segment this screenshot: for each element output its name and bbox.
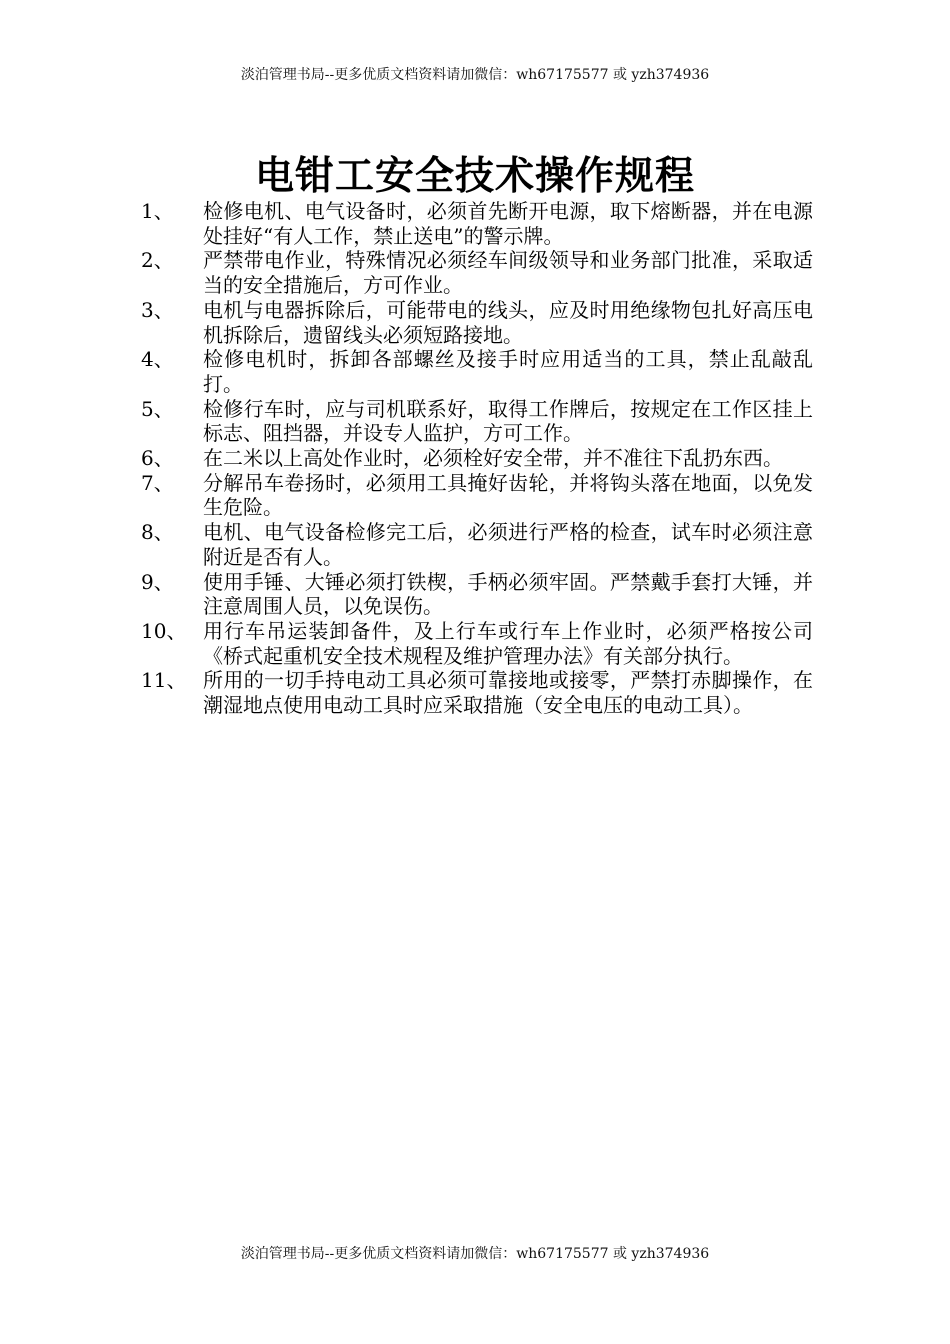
rule-number: 6、: [141, 446, 174, 471]
rule-text: 电机与电器拆除后，可能带电的线头，应及时用绝缘物包扎好高压电机拆除后，遗留线头必须短路接地。: [203, 297, 813, 347]
rule-text: 严禁带电作业，特殊情况必须经车间级领导和业务部门批准，采取适当的安全措施后，方可作业。: [203, 248, 813, 298]
list-item: [141, 397, 813, 446]
rule-text: 所用的一切手持电动工具必须可靠接地或接零，严禁打赤脚操作，在潮湿地点使用电动工具时应采取措施（安全电压的电动工具）。: [203, 668, 813, 718]
list-item: [141, 619, 813, 668]
rule-number: 11、: [141, 668, 187, 693]
rule-text: 检修行车时，应与司机联系好，取得工作牌后，按规定在工作区挂上标志、阻挡器，并设专人监护，方可工作。: [203, 396, 813, 446]
rule-list: [141, 199, 813, 718]
rule-text: 使用手锤、大锤必须打铁楔，手柄必须牢固。严禁戴手套打大锤，并注意周围人员，以免误伤。: [203, 569, 813, 619]
footer-note: 淡泊管理书局--更多优质文档资料请加微信：wh67175577 或 yzh374936: [240, 1246, 710, 1262]
rule-text: 检修电机、电气设备时，必须首先断开电源，取下熔断器，并在电源处挂好“有人工作，禁止送电”的警示牌。: [203, 199, 813, 248]
rule-text: 电机、电气设备检修完工后，必须进行严格的检查，试车时必须注意附近是否有人。: [203, 520, 813, 569]
list-item: [141, 668, 813, 717]
rule-number: 9、: [141, 569, 174, 594]
header-note: 淡泊管理书局--更多优质文档资料请加微信：wh67175577 或 yzh374936: [240, 67, 710, 83]
rule-text: 分解吊车卷扬时，必须用工具掩好齿轮，并将钩头落在地面，以免发生危险。: [203, 470, 813, 520]
rule-number: 7、: [141, 470, 174, 495]
list-item: [141, 199, 813, 248]
rule-number: 4、: [141, 347, 174, 372]
rule-number: 10、: [141, 618, 187, 643]
list-item: [141, 520, 813, 569]
rule-number: 5、: [141, 396, 174, 421]
list-item: [141, 347, 813, 396]
rule-number: 3、: [141, 297, 174, 322]
list-item: [141, 471, 813, 520]
rule-number: 8、: [141, 520, 174, 545]
rule-number: 1、: [141, 199, 174, 223]
list-item: [141, 570, 813, 619]
list-item: [141, 298, 813, 347]
rule-text: 用行车吊运装卸备件，及上行车或行车上作业时，必须严格按公司《桥式起重机安全技术规程及维护管理办法》有关部分执行。: [203, 618, 813, 668]
rule-number: 2、: [141, 248, 174, 273]
rule-text: 在二米以上高处作业时，必须栓好安全带，并不准往下乱扔东西。: [203, 446, 783, 471]
list-item: [141, 446, 813, 471]
document-title: 电钳工安全技术操作规程: [254, 153, 695, 200]
rule-text: 检修电机时，拆卸各部螺丝及接手时应用适当的工具，禁止乱敲乱打。: [203, 347, 813, 396]
list-item: [141, 248, 813, 297]
